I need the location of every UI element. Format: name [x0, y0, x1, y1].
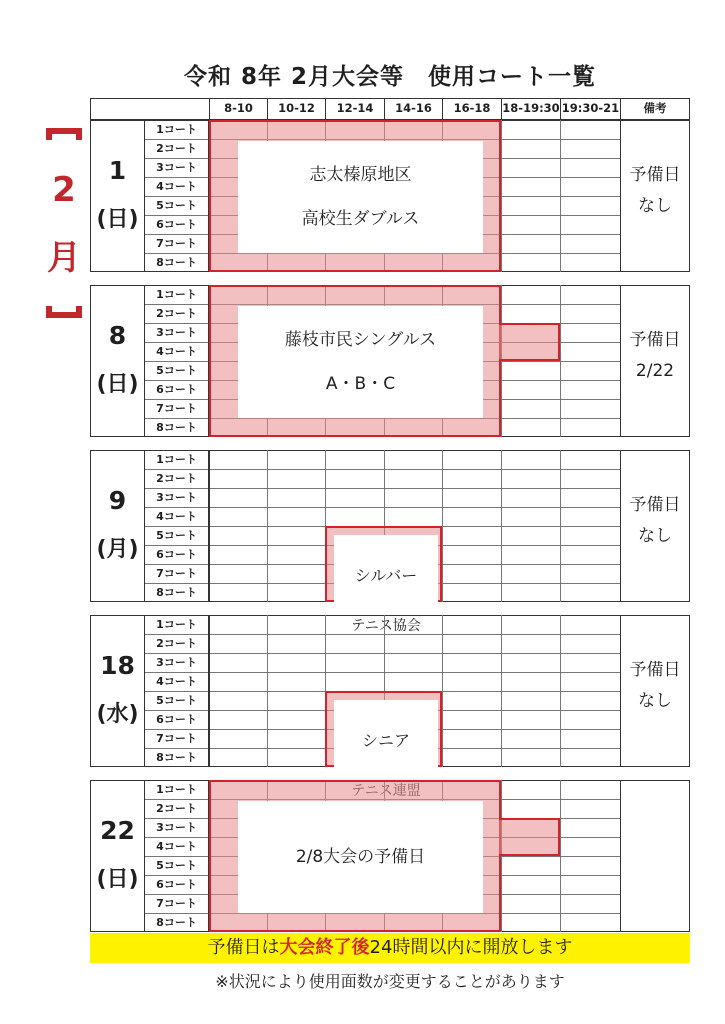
court-label: 5コート: [145, 361, 209, 380]
date-column: [90, 780, 145, 932]
court-label: 6コート: [145, 545, 209, 564]
date-weekday: (日): [96, 207, 139, 232]
event-block: [209, 780, 501, 932]
event-block: [325, 691, 442, 767]
slot-column-divider: [501, 780, 502, 932]
court-label: 2コート: [145, 634, 209, 653]
month-bracket-bottom: [46, 306, 82, 318]
date-column: [90, 615, 145, 767]
court-label: 3コート: [145, 488, 209, 507]
header-notes: 備考: [620, 98, 690, 120]
notice-banner: [90, 933, 690, 963]
date-weekday: (日): [96, 867, 139, 892]
slot-column-divider: [560, 120, 561, 272]
notes-cell: [620, 490, 690, 552]
notes-cell: [620, 160, 690, 222]
court-label: 8コート: [145, 418, 209, 437]
event-label-line: テニス協会: [351, 618, 421, 635]
banner-text-post: 24時間以内に開放します: [369, 937, 573, 958]
court-label: 8コート: [145, 583, 209, 602]
notes-line: 予備日: [629, 330, 681, 350]
court-label: 1コート: [145, 615, 209, 634]
court-row-divider: [145, 653, 620, 654]
court-row-divider: [145, 507, 620, 508]
footnote: ※状況により使用面数が変更することがあります: [215, 972, 565, 991]
event-label-line: 高校生ダブルス: [301, 208, 420, 229]
slot-column-divider: [267, 615, 268, 767]
event-label-line: 2/8大会の予備日: [295, 847, 426, 867]
event-extension-tab: [499, 323, 560, 361]
court-label: 2コート: [145, 799, 209, 818]
slot-column-divider: [501, 450, 502, 602]
court-row-divider: [145, 469, 620, 470]
court-label: 4コート: [145, 507, 209, 526]
court-label: 5コート: [145, 856, 209, 875]
slot-column-divider: [560, 780, 561, 932]
notes-cell: [620, 325, 690, 387]
court-row-divider: [145, 672, 620, 673]
date-weekday: (水): [96, 702, 139, 727]
court-label: 6コート: [145, 380, 209, 399]
header-slot-18-1930: 18-19:30: [501, 98, 561, 120]
header-slot-8-10: 8-10: [209, 98, 268, 120]
event-label-box: [238, 801, 483, 913]
court-label: 7コート: [145, 894, 209, 913]
slot-column-divider: [620, 780, 621, 932]
slot-column-divider: [501, 120, 502, 272]
slot-column-divider: [442, 615, 443, 767]
date-weekday: (日): [96, 372, 139, 397]
court-label: 4コート: [145, 177, 209, 196]
court-label: 7コート: [145, 234, 209, 253]
notes-line: なし: [638, 196, 672, 216]
slot-column-divider: [267, 450, 268, 602]
event-block: [325, 526, 442, 635]
date-day-number: 18: [100, 651, 135, 680]
court-label: 4コート: [145, 342, 209, 361]
court-label: 3コート: [145, 158, 209, 177]
event-label-line: 藤枝市民シングルス: [284, 330, 437, 351]
notes-line: 予備日: [629, 495, 681, 515]
court-label: 1コート: [145, 780, 209, 799]
day-block-9: [90, 450, 690, 635]
court-label: 5コート: [145, 691, 209, 710]
header-slot-14-16: 14-16: [384, 98, 443, 120]
date-column: [90, 285, 145, 437]
court-row-divider: [145, 488, 620, 489]
month-unit: 月: [47, 238, 81, 278]
court-label: 1コート: [145, 450, 209, 469]
date-column: [90, 120, 145, 272]
court-label: 1コート: [145, 120, 209, 139]
event-label-box: [238, 306, 483, 418]
court-label: 5コート: [145, 196, 209, 215]
slot-column-divider: [501, 285, 502, 437]
event-label-line: シニア: [361, 730, 410, 750]
court-label: 7コート: [145, 564, 209, 583]
court-label: 2コート: [145, 139, 209, 158]
day-block-18: [90, 615, 690, 767]
slot-column-divider: [560, 450, 561, 602]
banner-text-pre: 予備日は: [207, 937, 280, 958]
court-label: 6コート: [145, 710, 209, 729]
month-bracket-top: [46, 128, 82, 140]
court-label: 6コート: [145, 875, 209, 894]
notes-line: 予備日: [629, 165, 681, 185]
slot-column-divider: [501, 615, 502, 767]
header-slot-16-18: 16-18: [442, 98, 502, 120]
event-label-box: [238, 141, 483, 253]
notes-line: なし: [638, 691, 672, 711]
court-label: 1コート: [145, 285, 209, 304]
court-label: 2コート: [145, 304, 209, 323]
court-label: 8コート: [145, 748, 209, 767]
day-block-22: [90, 780, 690, 932]
header-blank-cell: [90, 98, 210, 120]
day-block-8: [90, 285, 690, 437]
event-label-line: シルバー: [354, 565, 418, 585]
header-slot-10-12: 10-12: [267, 98, 326, 120]
event-label-line: A・B・C: [325, 373, 396, 394]
event-label-line: 志太榛原地区: [309, 165, 412, 186]
slot-column-divider: [442, 450, 443, 602]
month-marker: [42, 128, 86, 318]
notes-line: 2/22: [635, 361, 675, 381]
court-label: 7コート: [145, 729, 209, 748]
court-label: 2コート: [145, 469, 209, 488]
event-extension-tab: [499, 818, 560, 856]
court-label: 7コート: [145, 399, 209, 418]
date-day-number: 1: [108, 156, 127, 185]
date-day-number: 9: [108, 486, 127, 515]
court-label: 3コート: [145, 818, 209, 837]
day-block-1: [90, 120, 690, 272]
slot-column-divider: [560, 285, 561, 437]
event-block: [209, 120, 501, 272]
court-label: 3コート: [145, 653, 209, 672]
notes-cell: [620, 655, 690, 717]
court-label: 4コート: [145, 837, 209, 856]
date-weekday: (月): [96, 537, 139, 562]
court-label: 6コート: [145, 215, 209, 234]
banner-emphasis: 大会終了後: [279, 937, 370, 958]
slot-column-divider: [209, 615, 210, 767]
court-row-divider: [145, 634, 620, 635]
header-slot-1930-21: 19:30-21: [560, 98, 621, 120]
court-label: 8コート: [145, 913, 209, 932]
notes-line: 予備日: [629, 660, 681, 680]
time-header-row: [90, 98, 690, 120]
date-column: [90, 450, 145, 602]
court-label: 5コート: [145, 526, 209, 545]
page-title: 令和 8年 2月大会等 使用コート一覧: [183, 64, 597, 90]
slot-column-divider: [560, 615, 561, 767]
court-label: 3コート: [145, 323, 209, 342]
court-label: 8コート: [145, 253, 209, 272]
month-number: 2: [52, 170, 76, 210]
slot-column-divider: [209, 450, 210, 602]
header-slot-12-14: 12-14: [325, 98, 385, 120]
event-block: [209, 285, 501, 437]
court-label: 4コート: [145, 672, 209, 691]
date-day-number: 22: [100, 816, 135, 845]
date-day-number: 8: [108, 321, 127, 350]
notes-line: なし: [638, 526, 672, 546]
